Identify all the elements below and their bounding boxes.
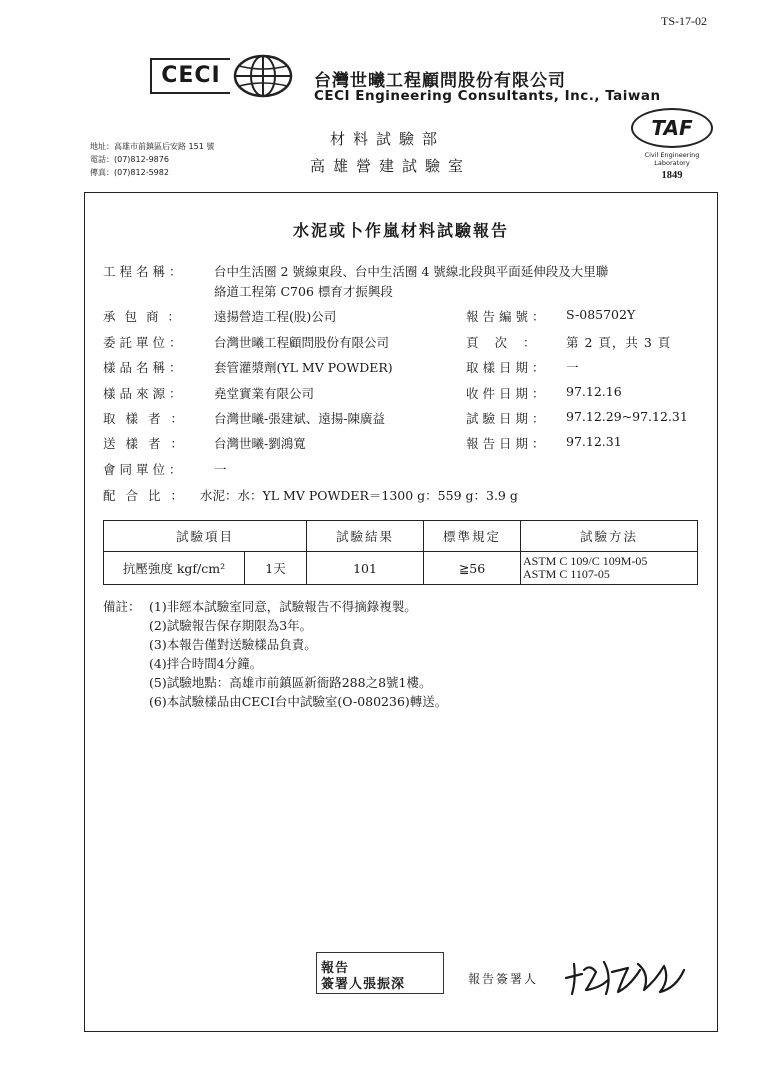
note-item: (4)拌合時間4分鐘。	[149, 656, 263, 671]
ceci-logo: CECI	[150, 58, 230, 94]
client-label: 委託單位：	[103, 335, 186, 350]
cell-test-item: 抗壓強度 kgf/cm²	[104, 552, 245, 585]
cell-method	[521, 552, 698, 585]
header-test-method: 試驗方法	[521, 521, 698, 552]
header-standard: 標準規定	[424, 521, 521, 552]
handwritten-signature-icon	[560, 950, 690, 1000]
notes-label: 備註：	[103, 599, 141, 614]
sender-label: 送樣者：	[103, 436, 194, 451]
taf-accreditation	[630, 108, 714, 181]
note-item: (3)本報告僅對送驗樣品負責。	[149, 637, 317, 652]
note-item: (1)非經本試驗室同意，試驗報告不得摘錄複製。	[149, 599, 417, 614]
test-date-label: 試驗日期：	[466, 411, 549, 426]
test-date: 97.12.29~97.12.31	[566, 409, 688, 424]
stamp-line1: 報告	[321, 961, 350, 976]
document-code: TS-17-02	[661, 14, 707, 28]
sampler: 台灣世曦-張建斌、遠揚-陳廣益	[214, 411, 385, 426]
client: 台灣世曦工程顧問股份有限公司	[214, 335, 390, 350]
sample-source: 堯堂實業有限公司	[214, 386, 315, 401]
mix-ratio: 水泥：水：YL MV POWDER＝1300 g：559 g：3.9 g	[200, 488, 518, 503]
phone: 電話：(07)812-9876	[90, 155, 169, 164]
witness-label: 會同單位：	[103, 462, 186, 477]
sampling-date-label: 取樣日期：	[466, 360, 549, 375]
witness: 一	[214, 462, 227, 477]
note-item: (2)試驗報告保存期限為3年。	[149, 618, 313, 633]
sample-name-label: 樣品名稱：	[103, 360, 186, 375]
project-label: 工程名稱：	[103, 264, 186, 279]
sampling-date: 一	[566, 360, 579, 375]
laboratory: 高雄營建試驗室	[310, 157, 472, 175]
table-row	[104, 552, 698, 585]
contractor-label: 承包商：	[103, 309, 190, 324]
taf-logo: TAF	[631, 108, 713, 148]
taf-number: 1849	[661, 170, 683, 181]
cell-result: 101	[307, 552, 424, 585]
mix-label: 配合比：	[103, 488, 194, 503]
page-label: 頁次：	[466, 335, 552, 350]
page-number: 第 2 頁，共 3 頁	[566, 335, 672, 350]
department: 材料試驗部	[330, 130, 446, 148]
address: 地址：高雄市前鎮區后安路 151 號	[90, 142, 215, 151]
sampler-label: 取樣者：	[103, 411, 194, 426]
cell-age: 1天	[245, 552, 307, 585]
signature-stamp	[316, 952, 444, 994]
note-item: (6)本試驗樣品由CECI台中試驗室(O-080236)轉送。	[149, 694, 448, 709]
table-header-row	[104, 521, 698, 552]
sample-source-label: 樣品來源：	[103, 386, 186, 401]
report-no: S-085702Y	[566, 307, 636, 322]
project-line1: 台中生活圈 2 號線東段、台中生活圈 4 號線北段與平面延伸段及大里聯	[214, 264, 609, 279]
receipt-date-label: 收件日期：	[466, 386, 549, 401]
fax: 傳真：(07)812-5982	[90, 168, 169, 177]
report-date: 97.12.31	[566, 434, 622, 449]
cell-standard: ≧56	[424, 552, 521, 585]
report-no-label: 報告編號：	[466, 309, 549, 324]
project-line2: 絡道工程第 C706 標育才振興段	[214, 284, 393, 299]
report-title: 水泥或卜作嵐材料試驗報告	[292, 221, 509, 240]
contact-info	[90, 140, 214, 179]
contractor: 遠揚營造工程(股)公司	[214, 309, 337, 324]
signer-label: 報告簽署人	[468, 972, 539, 986]
method-line1: ASTM C 109/C 109M-05	[523, 554, 648, 568]
receipt-date: 97.12.16	[566, 384, 622, 399]
sample-name: 套管灌漿劑(YL MV POWDER)	[214, 360, 393, 375]
note-item: (5)試驗地點：高雄市前鎮區新衙路288之8號1樓。	[149, 675, 432, 690]
stamp-line2: 簽署人張振深	[321, 977, 406, 992]
results-table	[103, 520, 698, 585]
header-test-item: 試驗項目	[104, 521, 307, 552]
globe-logo-icon	[232, 54, 294, 98]
header-test-result: 試驗結果	[307, 521, 424, 552]
method-line2: ASTM C 1107-05	[523, 567, 610, 581]
company-name-en: CECI Engineering Consultants, Inc., Taiwan	[314, 88, 661, 104]
sender: 台灣世曦-劉鴻寬	[214, 436, 306, 451]
taf-caption: Civil Engineering Laboratory	[644, 151, 700, 167]
company-name-zh: 台灣世曦工程顧問股份有限公司	[314, 71, 566, 91]
report-date-label: 報告日期：	[466, 436, 549, 451]
